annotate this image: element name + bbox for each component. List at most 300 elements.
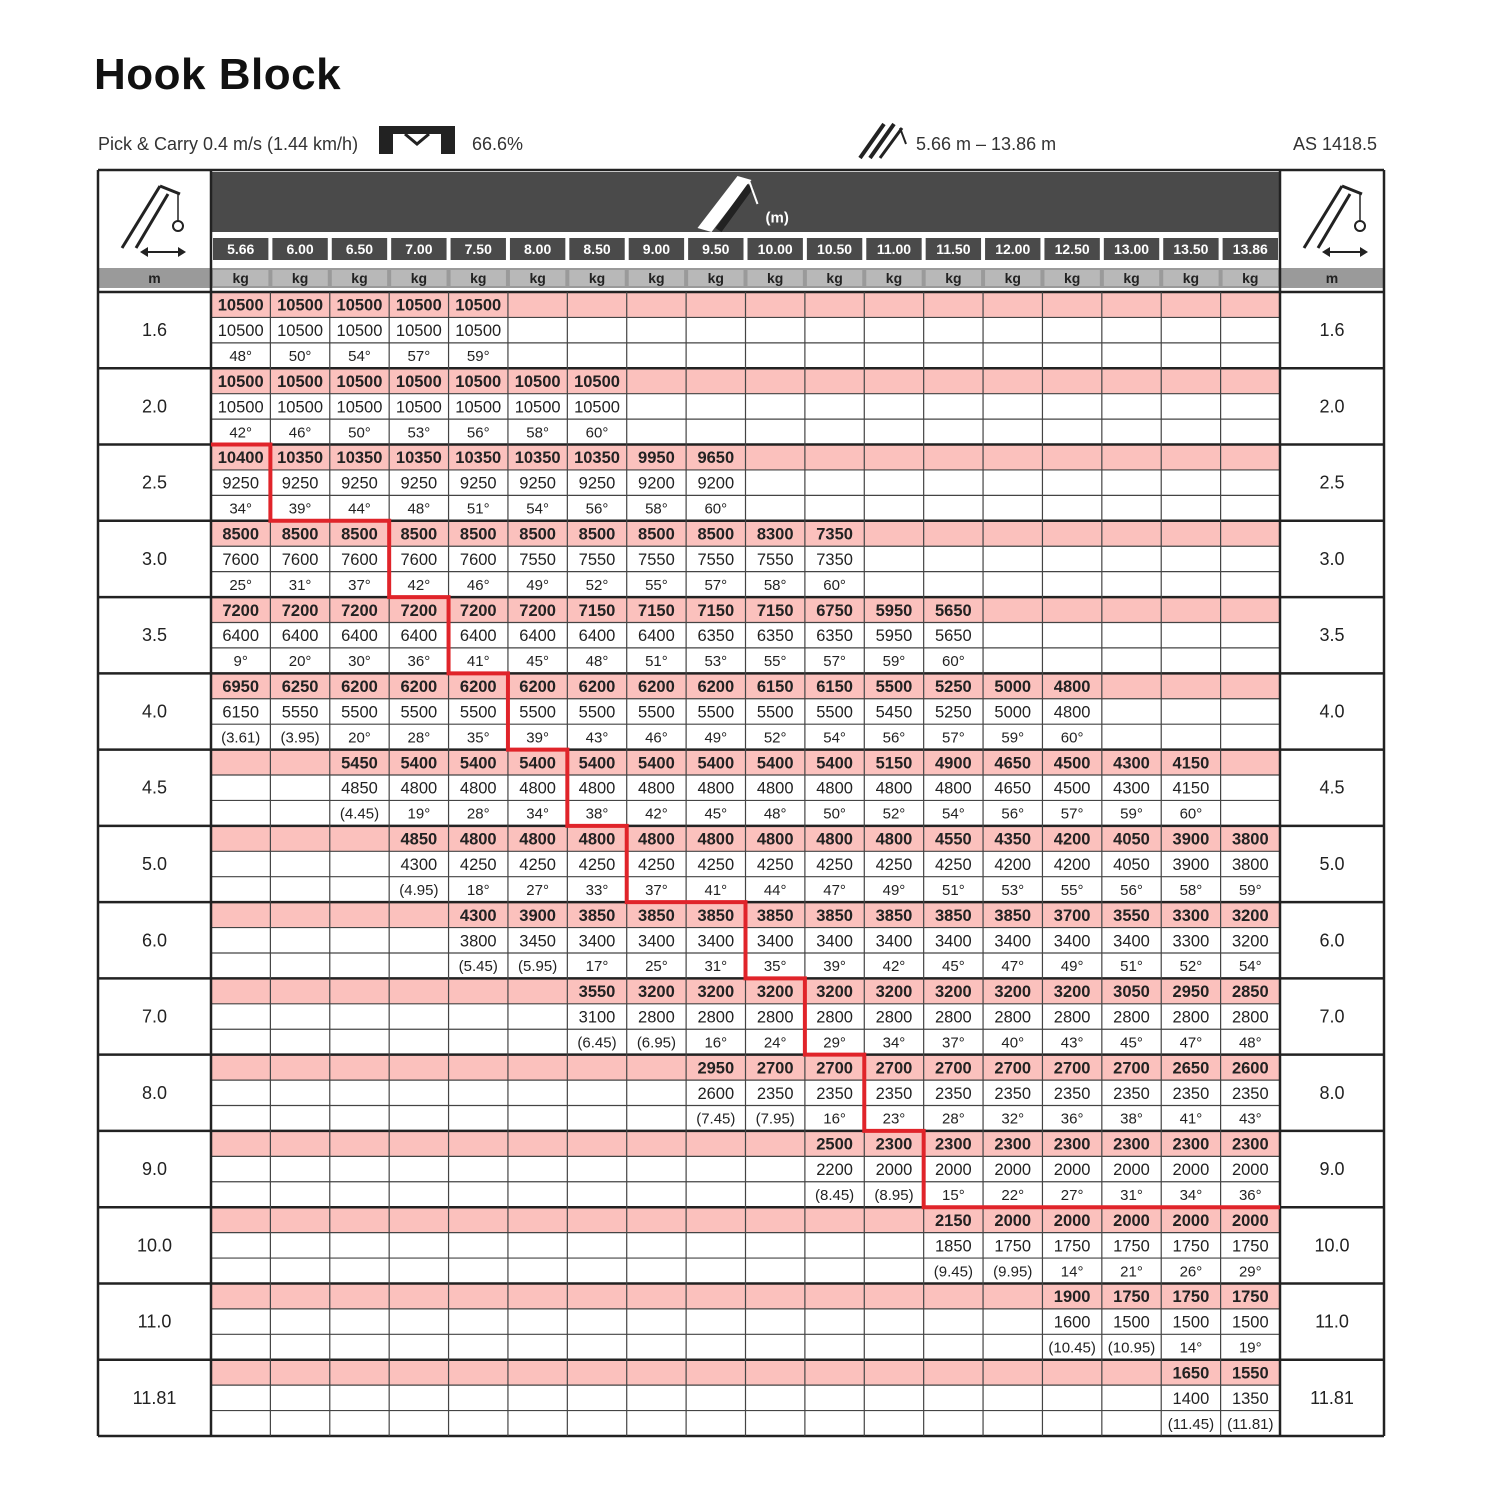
boom-angle: 18° [466, 881, 490, 899]
load-value: 1600 [1053, 1313, 1091, 1332]
load-value-top: 2700 [1113, 1059, 1150, 1078]
load-value: 2800 [875, 1008, 913, 1027]
radius-label-right: 9.0 [1319, 1159, 1345, 1180]
boom-angle: 51° [645, 653, 668, 671]
load-value-top: 5650 [935, 601, 972, 620]
boom-angle: (5.45) [458, 958, 498, 976]
load-value-top: 5250 [935, 678, 972, 697]
load-value: 7550 [578, 550, 616, 569]
load-value-top: 4800 [697, 830, 735, 849]
boom-angle: 58° [1179, 881, 1203, 899]
load-value: 2000 [935, 1161, 972, 1180]
load-value-top: 6200 [697, 678, 735, 697]
boom-angle: 29° [1238, 1263, 1262, 1281]
load-value-top: 10500 [277, 372, 324, 391]
load-value: 5500 [459, 703, 497, 722]
load-value-top: 2700 [756, 1059, 794, 1078]
load-value: 9250 [578, 474, 616, 493]
load-value-top: 4300 [1113, 754, 1150, 773]
load-value: 2600 [697, 1084, 735, 1103]
load-value-top: 5400 [578, 754, 616, 773]
load-value: 2800 [935, 1008, 972, 1027]
boom-angle: 43° [585, 729, 609, 747]
load-value-top: 1750 [1113, 1288, 1150, 1307]
boom-angle: 14° [1179, 1339, 1203, 1357]
boom-angle: 40° [1001, 1034, 1025, 1052]
load-value: 4800 [519, 779, 556, 798]
boom-angle: 21° [1120, 1263, 1143, 1281]
boom-angle: 51° [466, 500, 490, 518]
load-value-top: 8500 [222, 525, 260, 544]
load-value: 6350 [816, 627, 853, 646]
load-value-top: 2650 [1172, 1059, 1210, 1078]
radius-label-right: 6.0 [1319, 930, 1345, 951]
boom-angle: 44° [763, 881, 787, 899]
load-value-top: 5400 [459, 754, 497, 773]
load-value: 2800 [756, 1008, 794, 1027]
load-value: 3800 [1231, 856, 1269, 874]
boom-angle: 48° [585, 653, 609, 671]
load-value: 10500 [277, 322, 324, 341]
load-value-top: 5000 [994, 678, 1032, 697]
boom-length-label: 11.00 [876, 241, 912, 257]
load-value-top: 2500 [816, 1135, 853, 1154]
load-value: 5650 [935, 627, 972, 646]
load-value-top: 2700 [994, 1059, 1032, 1078]
load-value-top: 5400 [816, 754, 853, 773]
boom-angle: 36° [1238, 1186, 1262, 1204]
kg-unit-label: kg [1063, 270, 1081, 286]
load-value-top: 5400 [519, 754, 556, 773]
boom-angle: 50° [823, 805, 846, 823]
boom-angle: 16° [823, 1110, 846, 1128]
load-value: 6150 [222, 703, 260, 722]
boom-angle: 48° [1238, 1034, 1262, 1052]
load-value-top: 6150 [816, 678, 853, 697]
boom-angle: 57° [1060, 805, 1084, 823]
load-value-top: 7150 [697, 601, 735, 620]
kg-unit-label: kg [826, 270, 843, 286]
boom-angle: 56° [1120, 881, 1143, 899]
load-value: 2000 [1113, 1161, 1150, 1180]
load-value: 2200 [816, 1161, 853, 1180]
load-value-top: 9650 [697, 449, 735, 468]
load-value: 10500 [574, 398, 620, 417]
kg-unit-label: kg [410, 270, 428, 286]
load-value: 3400 [638, 932, 675, 951]
boom-angle: 17° [585, 958, 609, 976]
radius-label-left: 10.0 [136, 1235, 173, 1256]
load-value-top: 3200 [994, 983, 1032, 1002]
radius-label-right: 11.81 [1310, 1387, 1354, 1408]
load-value-top: 4050 [1113, 830, 1150, 849]
radius-label-right: 5.0 [1319, 854, 1345, 874]
load-value-top: 10500 [336, 296, 383, 315]
load-value-top: 4550 [935, 830, 972, 849]
load-value-top: 2850 [1231, 983, 1269, 1002]
load-value: 5550 [281, 703, 319, 722]
load-value-top: 8500 [697, 525, 735, 544]
load-value-top: 3200 [638, 983, 675, 1002]
kg-unit-label: kg [707, 270, 724, 286]
load-value-top: 6200 [638, 678, 675, 697]
load-value-top: 4800 [578, 830, 616, 849]
load-value: 10500 [455, 322, 502, 341]
boom-length-label: 13.00 [1114, 241, 1150, 257]
boom-angle: 36° [407, 653, 431, 671]
load-value-top: 2000 [1172, 1211, 1210, 1230]
boom-angle: 28° [407, 729, 431, 747]
boom-angle: 54° [1238, 958, 1262, 976]
load-value-top: 1550 [1231, 1364, 1269, 1383]
load-value: 2350 [935, 1084, 972, 1103]
load-value-top: 7200 [459, 601, 497, 620]
boom-length-label: 12.50 [1054, 241, 1090, 257]
boom-angle: 50° [288, 348, 312, 366]
radius-label-right: 2.0 [1319, 396, 1345, 417]
load-value-top: 3700 [1053, 906, 1091, 925]
load-value-top: 10350 [455, 449, 502, 468]
load-value-top: 5150 [875, 754, 913, 773]
boom-angle: 28° [466, 805, 490, 823]
boom-angle: (10.45) [1048, 1339, 1096, 1357]
boom-angle: 34° [882, 1034, 906, 1052]
page-title: Hook Block [94, 50, 342, 99]
load-value-top: 3850 [756, 906, 794, 925]
load-value: 4250 [697, 856, 735, 874]
boom-length-label: 7.00 [405, 241, 433, 257]
radius-label-left: 1.6 [141, 320, 168, 341]
load-value: 6400 [578, 627, 616, 646]
load-value: 10500 [395, 322, 442, 341]
load-value: 4800 [578, 779, 616, 798]
load-value: 4300 [1113, 779, 1150, 798]
load-value: 6350 [697, 627, 735, 646]
load-value-top: 7200 [341, 601, 378, 620]
load-value-top: 2150 [935, 1211, 972, 1230]
load-value-top: 4150 [1172, 754, 1210, 773]
load-value: 7600 [341, 550, 378, 569]
boom-angle: 35° [763, 958, 787, 976]
load-value-top: 1750 [1172, 1288, 1210, 1307]
boom-angle: 50° [348, 424, 371, 442]
load-value: 1400 [1172, 1389, 1210, 1408]
load-value-top: 6200 [459, 678, 497, 697]
load-value-top: 4800 [816, 830, 853, 849]
load-value: 9250 [222, 474, 260, 493]
load-value: 10500 [336, 322, 383, 341]
boom-angle: 38° [585, 805, 609, 823]
radius-unit-left: m [148, 270, 161, 286]
load-value-top: 3550 [578, 983, 616, 1002]
load-value-top: 2700 [1053, 1059, 1091, 1078]
boom-angle: 26° [1179, 1263, 1203, 1281]
load-value: 3450 [519, 932, 556, 951]
load-value-top: 3800 [1231, 830, 1269, 849]
boom-angle: (3.95) [280, 729, 320, 747]
load-value-top: 3900 [1172, 830, 1210, 849]
load-value-top: 2000 [994, 1211, 1032, 1230]
load-value: 5950 [875, 627, 913, 646]
boom-angle: 49° [1060, 958, 1084, 976]
load-value: 2350 [1053, 1084, 1091, 1103]
boom-angle: 42° [229, 424, 253, 442]
boom-angle: (5.95) [518, 958, 558, 976]
boom-angle: 55° [763, 653, 787, 671]
boom-angle: 41° [704, 881, 728, 899]
boom-angle: 57° [942, 729, 965, 747]
load-value: 7550 [638, 550, 675, 569]
radius-label-left: 7.0 [141, 1006, 168, 1027]
load-value: 6400 [459, 627, 497, 646]
load-value: 5500 [341, 703, 378, 722]
boom-angle: 19° [1238, 1339, 1262, 1357]
load-value: 7550 [519, 550, 556, 569]
load-value: 1500 [1231, 1313, 1269, 1332]
boom-angle: 43° [1060, 1034, 1084, 1052]
load-value-top: 7200 [400, 601, 438, 620]
boom-angle: 37° [348, 576, 371, 594]
load-value-top: 7200 [281, 601, 319, 620]
load-value-top: 7150 [638, 601, 675, 620]
load-value-top: 10500 [574, 372, 620, 391]
boom-angle: 46° [645, 729, 668, 747]
load-value-top: 2700 [816, 1059, 853, 1078]
boom-angle: 53° [704, 653, 728, 671]
load-value: 2800 [1172, 1008, 1210, 1027]
load-value: 9250 [519, 474, 556, 493]
load-value-top: 8300 [756, 525, 794, 544]
load-value-top: 10500 [514, 372, 561, 391]
boom-angle: 45° [942, 958, 965, 976]
boom-angle: 58° [645, 500, 668, 518]
load-value: 1750 [994, 1237, 1032, 1256]
load-value: 4250 [875, 856, 913, 874]
boom-angle: 34° [526, 805, 549, 823]
load-value-top: 6150 [756, 678, 794, 697]
load-value: 5500 [756, 703, 794, 722]
boom-angle: 47° [1001, 958, 1025, 976]
boom-angle: 43° [1238, 1110, 1262, 1128]
load-value: 10500 [217, 322, 264, 341]
load-value: 2800 [994, 1008, 1032, 1027]
boom-angle: 59° [1238, 881, 1262, 899]
load-value: 10500 [217, 398, 264, 417]
boom-angle: 49° [704, 729, 728, 747]
load-value-top: 4800 [875, 830, 913, 849]
boom-angle: 27° [1060, 1186, 1084, 1204]
load-value-top: 1900 [1053, 1288, 1091, 1307]
radius-icon-right [1304, 186, 1368, 257]
load-value: 2800 [816, 1008, 853, 1027]
load-value-top: 3200 [1231, 906, 1269, 925]
radius-label-right: 4.5 [1319, 777, 1345, 798]
load-value: 9250 [281, 474, 319, 493]
kg-unit-label: kg [1004, 270, 1021, 286]
load-value: 5500 [400, 703, 438, 722]
load-value-top: 7150 [578, 601, 616, 620]
load-value-top: 3850 [994, 906, 1032, 925]
load-value: 2000 [1172, 1161, 1210, 1180]
load-value: 1500 [1113, 1313, 1150, 1332]
boom-angle: 34° [1179, 1186, 1203, 1204]
radius-label-left: 5.0 [141, 854, 168, 874]
kg-unit-label: kg [945, 270, 962, 286]
boom-angle: 39° [526, 729, 549, 747]
boom-angle: 9° [233, 653, 248, 671]
boom-angle: 42° [645, 805, 668, 823]
load-value: 3400 [1053, 932, 1091, 951]
radius-label-right: 3.5 [1319, 625, 1345, 646]
boom-angle: 57° [704, 576, 728, 594]
boom-angle: 59° [1120, 805, 1143, 823]
boom-angle: (8.45) [814, 1186, 855, 1204]
load-value: 4250 [459, 856, 497, 874]
load-value-top: 3850 [816, 906, 853, 925]
load-value: 4250 [578, 856, 616, 874]
load-value-top: 3200 [756, 983, 794, 1002]
load-value: 3900 [1172, 856, 1210, 874]
load-value-top: 6200 [341, 678, 378, 697]
load-value: 4250 [638, 856, 675, 874]
load-value: 2350 [994, 1084, 1032, 1103]
load-value-top: 5400 [756, 754, 794, 773]
load-value-top: 6250 [281, 678, 319, 697]
load-value-top: 2000 [1053, 1211, 1091, 1230]
load-value-top: 9950 [638, 449, 675, 468]
load-value-top: 2700 [935, 1059, 972, 1078]
boom-angle: 36° [1060, 1110, 1084, 1128]
boom-angle: 58° [526, 424, 549, 442]
load-value: 7600 [281, 550, 319, 569]
load-value-top: 4850 [400, 830, 438, 849]
boom-angle: 56° [585, 500, 609, 518]
radius-label-left: 11.81 [132, 1387, 177, 1408]
load-value: 3400 [816, 932, 853, 951]
boom-angle: 45° [1120, 1034, 1143, 1052]
load-value-top: 10500 [217, 372, 264, 391]
kg-unit-label: kg [529, 270, 546, 286]
load-value: 10500 [277, 398, 324, 417]
load-value: 5500 [816, 703, 853, 722]
load-value-top: 5400 [638, 754, 675, 773]
kg-unit-label: kg [351, 270, 368, 286]
boom-angle: 54° [348, 348, 371, 366]
load-value-top: 3200 [697, 983, 735, 1002]
load-value-top: 4900 [935, 754, 972, 773]
radius-label-right: 10.0 [1314, 1235, 1350, 1256]
load-value: 6400 [281, 627, 319, 646]
load-value-top: 10500 [395, 372, 442, 391]
boom-angle: (3.61) [221, 729, 261, 747]
load-value-top: 10500 [455, 372, 502, 391]
load-value-top: 5400 [697, 754, 735, 773]
load-value-top: 2600 [1231, 1059, 1269, 1078]
boom-angle: 23° [882, 1110, 906, 1128]
load-value: 2350 [875, 1084, 913, 1103]
load-value-top: 3050 [1113, 983, 1150, 1002]
boom-angle: 28° [942, 1110, 965, 1128]
load-value-top: 4350 [994, 830, 1032, 849]
load-value: 3400 [578, 932, 616, 951]
load-value: 4650 [994, 779, 1032, 798]
boom-angle: 44° [348, 500, 371, 518]
load-value-top: 2300 [935, 1135, 972, 1154]
boom-angle: (4.45) [339, 805, 380, 823]
boom-angle: 20° [348, 729, 371, 747]
load-value-top: 4800 [1053, 678, 1091, 697]
load-value-top: 3850 [697, 906, 735, 925]
load-value: 1750 [1172, 1237, 1210, 1256]
boom-angle: 53° [1001, 881, 1025, 899]
load-value-top: 3850 [875, 906, 913, 925]
boom-angle: 59° [1001, 729, 1025, 747]
load-value: 4200 [994, 856, 1032, 874]
boom-angle: 32° [1001, 1110, 1025, 1128]
boom-angle: 52° [1179, 958, 1203, 976]
load-value: 2800 [1053, 1008, 1091, 1027]
load-value-top: 8500 [519, 525, 556, 544]
boom-angle: 52° [882, 805, 906, 823]
load-value: 4050 [1113, 856, 1150, 874]
load-value-top: 10500 [455, 296, 502, 315]
percent-label: 66.6% [472, 134, 524, 154]
boom-length-label: 8.00 [524, 241, 552, 257]
load-value: 7600 [400, 550, 438, 569]
load-value: 7600 [459, 550, 497, 569]
load-value-top: 10350 [574, 449, 620, 468]
load-value-top: 3850 [935, 906, 972, 925]
boom-length-label: 8.50 [583, 241, 611, 257]
boom-angle: 15° [942, 1186, 965, 1204]
boom-angle: 60° [942, 653, 965, 671]
radius-icon-left [122, 186, 186, 257]
boom-angle: 20° [288, 653, 312, 671]
boom-angle: 60° [1179, 805, 1203, 823]
load-value-top: 8500 [638, 525, 675, 544]
load-value-top: 10400 [217, 449, 264, 468]
boom-angle: (4.95) [399, 881, 439, 899]
load-value-top: 2000 [1231, 1211, 1269, 1230]
load-value-top: 10500 [395, 296, 442, 315]
radius-label-right: 2.5 [1319, 472, 1345, 493]
load-value-top: 7150 [756, 601, 794, 620]
boom-angle: 49° [882, 881, 906, 899]
load-value: 6400 [638, 627, 675, 646]
load-value: 4250 [816, 856, 853, 874]
load-value: 5500 [697, 703, 735, 722]
radius-label-right: 3.0 [1319, 548, 1345, 569]
load-value: 4800 [400, 779, 438, 798]
radius-label-left: 4.5 [141, 777, 168, 798]
load-value: 9250 [341, 474, 378, 493]
kg-unit-label: kg [1182, 270, 1200, 286]
load-value-top: 7200 [222, 601, 260, 620]
boom-angle: 19° [407, 805, 431, 823]
load-value-top: 1650 [1172, 1364, 1210, 1383]
load-value: 2000 [994, 1161, 1032, 1180]
load-value: 4800 [697, 779, 735, 798]
load-value: 3400 [1113, 932, 1150, 951]
load-value-top: 6200 [519, 678, 556, 697]
load-value: 1500 [1172, 1313, 1210, 1332]
load-value-top: 6200 [400, 678, 438, 697]
kg-unit-label: kg [767, 270, 784, 286]
boom-length-label: 12.00 [995, 241, 1031, 257]
boom-angle: 45° [526, 653, 549, 671]
boom-angle: 51° [942, 881, 965, 899]
load-value: 3400 [994, 932, 1032, 951]
